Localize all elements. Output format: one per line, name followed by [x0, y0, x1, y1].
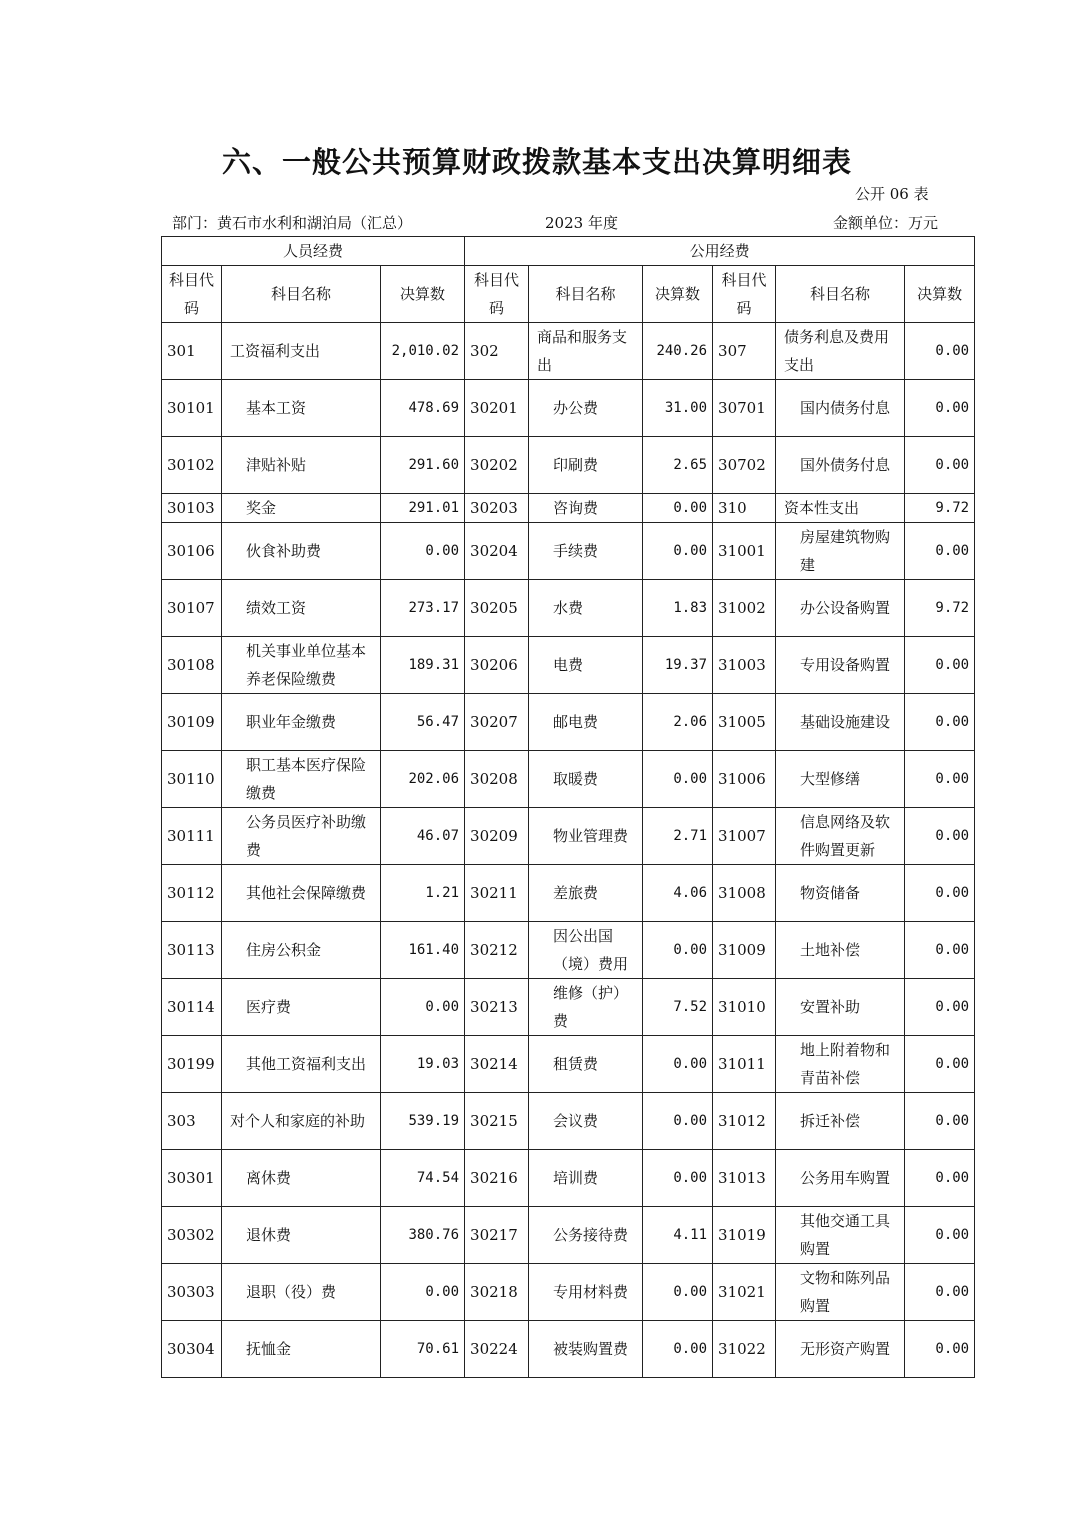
amount-value: 273.17: [381, 580, 465, 637]
col-header-code: 科目代码: [162, 266, 222, 323]
subject-code: 30202: [465, 437, 529, 494]
amount-value: 0.00: [905, 751, 975, 808]
amount-value: 46.07: [381, 808, 465, 865]
subject-code: 30702: [713, 437, 776, 494]
col-header-name: 科目名称: [529, 266, 643, 323]
subject-code: 31021: [713, 1264, 776, 1321]
subject-code: 30103: [162, 494, 222, 523]
table-row: [162, 808, 975, 865]
subject-name: 维修（护）费: [529, 979, 643, 1036]
subject-code: 303: [162, 1093, 222, 1150]
amount-value: 0.00: [643, 1150, 713, 1207]
subject-code: 30215: [465, 1093, 529, 1150]
amount-value: 380.76: [381, 1207, 465, 1264]
table-row: [162, 751, 975, 808]
subject-name: 基本工资: [222, 380, 381, 437]
amount-value: 0.00: [905, 808, 975, 865]
subject-code: 30213: [465, 979, 529, 1036]
amount-value: 19.37: [643, 637, 713, 694]
subject-code: 30303: [162, 1264, 222, 1321]
subject-name: 房屋建筑物购建: [776, 523, 905, 580]
col-header-name: 科目名称: [776, 266, 905, 323]
amount-value: 0.00: [381, 979, 465, 1036]
subject-name: 因公出国（境）费用: [529, 922, 643, 979]
subject-code: 31003: [713, 637, 776, 694]
col-header-name: 科目名称: [222, 266, 381, 323]
table-row: [162, 1264, 975, 1321]
subject-code: 31010: [713, 979, 776, 1036]
subject-code: 31009: [713, 922, 776, 979]
amount-value: 0.00: [905, 1264, 975, 1321]
amount-value: 1.83: [643, 580, 713, 637]
subject-name: 咨询费: [529, 494, 643, 523]
subject-code: 30302: [162, 1207, 222, 1264]
subject-code: 30701: [713, 380, 776, 437]
table-row: [162, 580, 975, 637]
subject-name: 公务员医疗补助缴费: [222, 808, 381, 865]
subject-name: 拆迁补偿: [776, 1093, 905, 1150]
amount-value: 0.00: [905, 922, 975, 979]
subject-code: 30110: [162, 751, 222, 808]
subject-code: 30214: [465, 1036, 529, 1093]
amount-value: 2.71: [643, 808, 713, 865]
amount-value: 0.00: [905, 979, 975, 1036]
subject-name: 取暖费: [529, 751, 643, 808]
amount-value: 0.00: [905, 1093, 975, 1150]
subject-code: 30208: [465, 751, 529, 808]
subject-name: 物业管理费: [529, 808, 643, 865]
subject-code: 30113: [162, 922, 222, 979]
amount-value: 0.00: [381, 1264, 465, 1321]
subject-code: 31002: [713, 580, 776, 637]
subject-code: 31013: [713, 1150, 776, 1207]
subject-code: 307: [713, 323, 776, 380]
amount-value: 9.72: [905, 494, 975, 523]
amount-value: 9.72: [905, 580, 975, 637]
amount-value: 19.03: [381, 1036, 465, 1093]
amount-value: 189.31: [381, 637, 465, 694]
subject-code: 31006: [713, 751, 776, 808]
col-header-amount: 决算数: [643, 266, 713, 323]
amount-value: 74.54: [381, 1150, 465, 1207]
subject-name: 信息网络及软件购置更新: [776, 808, 905, 865]
amount-value: 0.00: [905, 694, 975, 751]
subject-name: 公务用车购置: [776, 1150, 905, 1207]
subject-name: 国内债务付息: [776, 380, 905, 437]
subject-name: 租赁费: [529, 1036, 643, 1093]
table-row: [162, 494, 975, 523]
table-row: [162, 694, 975, 751]
subject-code: 30112: [162, 865, 222, 922]
subject-code: 30111: [162, 808, 222, 865]
table-row: [162, 380, 975, 437]
amount-value: 0.00: [905, 1321, 975, 1378]
amount-value: 291.01: [381, 494, 465, 523]
subject-name: 资本性支出: [776, 494, 905, 523]
subject-code: 302: [465, 323, 529, 380]
subject-code: 31019: [713, 1207, 776, 1264]
department-label: 部门：黄石市水利和湖泊局（汇总）: [172, 214, 413, 232]
subject-code: 30218: [465, 1264, 529, 1321]
subject-code: 30203: [465, 494, 529, 523]
subject-code: 30209: [465, 808, 529, 865]
amount-value: 539.19: [381, 1093, 465, 1150]
subject-code: 30211: [465, 865, 529, 922]
col-header-amount: 决算数: [381, 266, 465, 323]
amount-value: 0.00: [643, 1264, 713, 1321]
amount-value: 7.52: [643, 979, 713, 1036]
group-header-personnel: 人员经费: [162, 237, 465, 266]
table-row: [162, 323, 975, 380]
subject-name: 职工基本医疗保险缴费: [222, 751, 381, 808]
amount-value: 0.00: [905, 323, 975, 380]
subject-name: 土地补偿: [776, 922, 905, 979]
table-row: [162, 865, 975, 922]
subject-code: 30204: [465, 523, 529, 580]
col-header-code: 科目代码: [465, 266, 529, 323]
subject-name: 奖金: [222, 494, 381, 523]
table-code: 公开 06 表: [855, 185, 929, 203]
subject-name: 物资储备: [776, 865, 905, 922]
amount-value: 0.00: [905, 865, 975, 922]
amount-value: 0.00: [905, 1036, 975, 1093]
subject-code: 30217: [465, 1207, 529, 1264]
subject-name: 公务接待费: [529, 1207, 643, 1264]
subject-code: 30109: [162, 694, 222, 751]
subject-code: 301: [162, 323, 222, 380]
table-row: [162, 1150, 975, 1207]
amount-value: 240.26: [643, 323, 713, 380]
group-header-public: 公用经费: [465, 237, 975, 266]
amount-value: 31.00: [643, 380, 713, 437]
subject-code: 30224: [465, 1321, 529, 1378]
subject-name: 印刷费: [529, 437, 643, 494]
subject-code: 31012: [713, 1093, 776, 1150]
subject-name: 安置补助: [776, 979, 905, 1036]
amount-value: 1.21: [381, 865, 465, 922]
subject-code: 310: [713, 494, 776, 523]
subject-name: 无形资产购置: [776, 1321, 905, 1378]
subject-name: 对个人和家庭的补助: [222, 1093, 381, 1150]
subject-code: 30206: [465, 637, 529, 694]
table-row: [162, 437, 975, 494]
subject-code: 30199: [162, 1036, 222, 1093]
table-row: [162, 979, 975, 1036]
subject-code: 31011: [713, 1036, 776, 1093]
amount-value: 0.00: [905, 380, 975, 437]
subject-name: 文物和陈列品购置: [776, 1264, 905, 1321]
table-row: [162, 1093, 975, 1150]
subject-name: 其他工资福利支出: [222, 1036, 381, 1093]
subject-name: 地上附着物和青苗补偿: [776, 1036, 905, 1093]
col-header-code: 科目代码: [713, 266, 776, 323]
subject-code: 30106: [162, 523, 222, 580]
amount-value: 2.65: [643, 437, 713, 494]
subject-code: 30107: [162, 580, 222, 637]
amount-value: 0.00: [905, 523, 975, 580]
subject-code: 30201: [465, 380, 529, 437]
subject-name: 退职（役）费: [222, 1264, 381, 1321]
subject-name: 职业年金缴费: [222, 694, 381, 751]
subject-name: 住房公积金: [222, 922, 381, 979]
amount-value: 0.00: [643, 1321, 713, 1378]
subject-name: 水费: [529, 580, 643, 637]
amount-unit: 金额单位：万元: [833, 214, 939, 232]
amount-value: 4.06: [643, 865, 713, 922]
fiscal-year: 2023 年度: [545, 214, 618, 232]
subject-name: 绩效工资: [222, 580, 381, 637]
subject-code: 30304: [162, 1321, 222, 1378]
subject-name: 退休费: [222, 1207, 381, 1264]
amount-value: 0.00: [905, 1207, 975, 1264]
subject-code: 30205: [465, 580, 529, 637]
subject-name: 医疗费: [222, 979, 381, 1036]
subject-code: 31007: [713, 808, 776, 865]
subject-name: 会议费: [529, 1093, 643, 1150]
amount-value: 56.47: [381, 694, 465, 751]
subject-name: 工资福利支出: [222, 323, 381, 380]
subject-name: 离休费: [222, 1150, 381, 1207]
subject-name: 培训费: [529, 1150, 643, 1207]
subject-code: 30216: [465, 1150, 529, 1207]
expenditure-table: [161, 236, 975, 1378]
col-header-amount: 决算数: [905, 266, 975, 323]
subject-code: 31022: [713, 1321, 776, 1378]
subject-name: 基础设施建设: [776, 694, 905, 751]
amount-value: 0.00: [905, 1150, 975, 1207]
subject-name: 其他交通工具购置: [776, 1207, 905, 1264]
subject-name: 被装购置费: [529, 1321, 643, 1378]
subject-name: 电费: [529, 637, 643, 694]
subject-name: 商品和服务支出: [529, 323, 643, 380]
subject-code: 31001: [713, 523, 776, 580]
subject-name: 办公设备购置: [776, 580, 905, 637]
amount-value: 2,010.02: [381, 323, 465, 380]
subject-code: 30114: [162, 979, 222, 1036]
subject-name: 抚恤金: [222, 1321, 381, 1378]
table-row: [162, 1321, 975, 1378]
amount-value: 0.00: [643, 523, 713, 580]
subject-name: 专用材料费: [529, 1264, 643, 1321]
subject-code: 30212: [465, 922, 529, 979]
amount-value: 2.06: [643, 694, 713, 751]
amount-value: 0.00: [643, 494, 713, 523]
amount-value: 4.11: [643, 1207, 713, 1264]
subject-code: 30301: [162, 1150, 222, 1207]
subject-code: 31005: [713, 694, 776, 751]
amount-value: 70.61: [381, 1321, 465, 1378]
amount-value: 0.00: [381, 523, 465, 580]
subject-name: 债务利息及费用支出: [776, 323, 905, 380]
amount-value: 0.00: [643, 922, 713, 979]
amount-value: 0.00: [905, 637, 975, 694]
amount-value: 0.00: [643, 751, 713, 808]
table-row: [162, 637, 975, 694]
amount-value: 0.00: [643, 1093, 713, 1150]
subject-code: 30101: [162, 380, 222, 437]
amount-value: 0.00: [643, 1036, 713, 1093]
amount-value: 478.69: [381, 380, 465, 437]
subject-name: 国外债务付息: [776, 437, 905, 494]
amount-value: 291.60: [381, 437, 465, 494]
subject-name: 专用设备购置: [776, 637, 905, 694]
subject-name: 伙食补助费: [222, 523, 381, 580]
amount-value: 202.06: [381, 751, 465, 808]
subject-name: 手续费: [529, 523, 643, 580]
subject-name: 办公费: [529, 380, 643, 437]
page-title: 六、一般公共预算财政拨款基本支出决算明细表: [221, 145, 852, 179]
table-row: [162, 922, 975, 979]
subject-name: 差旅费: [529, 865, 643, 922]
subject-name: 津贴补贴: [222, 437, 381, 494]
table-row: [162, 1036, 975, 1093]
table-row: [162, 523, 975, 580]
subject-code: 30207: [465, 694, 529, 751]
subject-code: 30102: [162, 437, 222, 494]
subject-name: 其他社会保障缴费: [222, 865, 381, 922]
amount-value: 0.00: [905, 437, 975, 494]
subject-name: 机关事业单位基本养老保险缴费: [222, 637, 381, 694]
subject-name: 邮电费: [529, 694, 643, 751]
subject-code: 30108: [162, 637, 222, 694]
table-row: [162, 1207, 975, 1264]
subject-code: 31008: [713, 865, 776, 922]
amount-value: 161.40: [381, 922, 465, 979]
subject-name: 大型修缮: [776, 751, 905, 808]
